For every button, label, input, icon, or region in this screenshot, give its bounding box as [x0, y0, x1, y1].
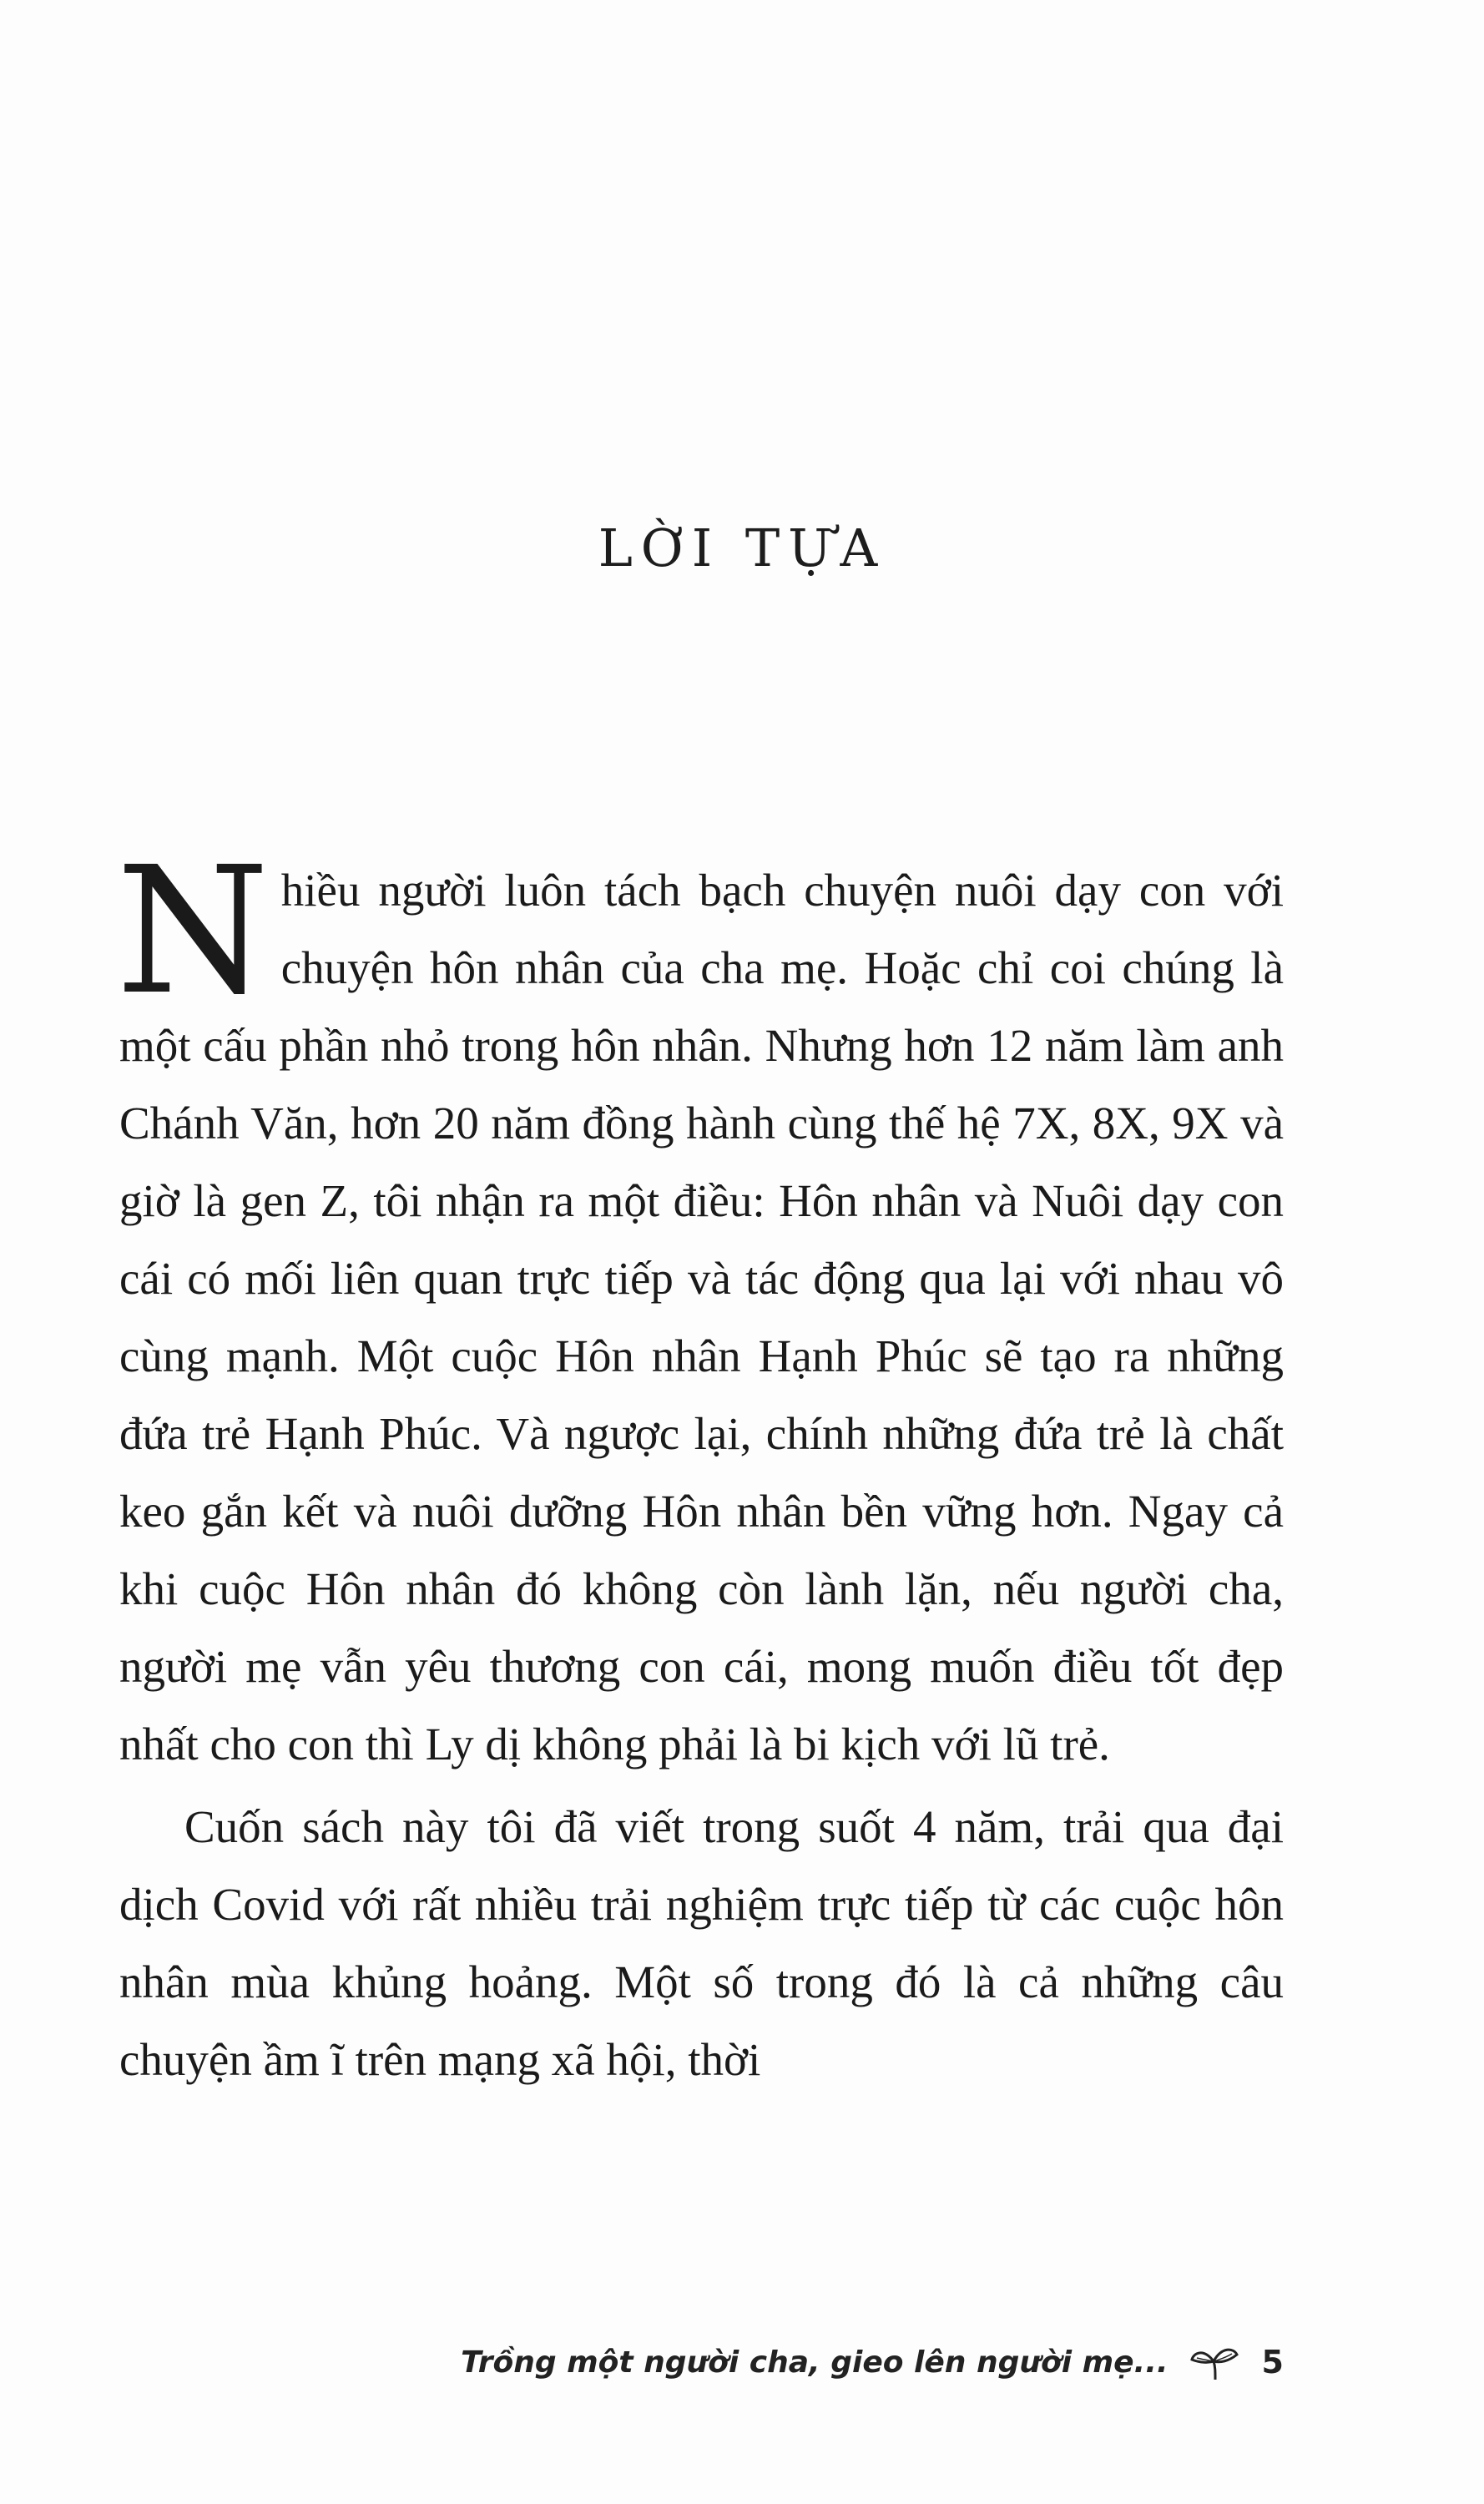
paragraph-1: [116, 829, 1284, 1783]
page-footer: [461, 2337, 1284, 2387]
body-text: [116, 829, 1284, 2098]
paragraph-2: Cuốn sách này tôi đã viết trong suốt 4 năm, trải qua đại dịch Covid với rất nhiều trải nghiệm trực tiếp từ các cuộc hôn nhân mùa khủng hoảng. Một số trong đó là cả những câu chuyện ầm ĩ trên mạng xã hội, thời: [119, 1801, 1284, 2085]
paragraph-1-text: hiều người luôn tách bạch chuyện nuôi dạy con với chuyện hôn nhân của cha mẹ. Hoặc chỉ coi chúng là một cấu phần nhỏ trong hôn nhân. Nhưng hơn 12 năm làm anh Chánh Văn, hơn 20 năm đồng hành cùng thế hệ 7X, 8X, 9X và giờ là gen Z, tôi nhận ra một điều: Hôn nhân và Nuôi dạy con cái có mối liên quan trực tiếp và tác động qua lại với nhau vô cùng mạnh. Một cuộc Hôn nhân Hạnh Phúc sẽ tạo ra những đứa trẻ Hạnh Phúc. Và ngược lại, chính những đứa trẻ là chất keo gắn kết và nuôi dưỡng Hôn nhân bền vững hơn. Ngay cả khi cuộc Hôn nhân đó không còn lành lặn, nếu người cha, người mẹ vẫn yêu thương con cái, mong muốn điều tốt đẹp nhất cho con thì Ly dị không phải là bi kịch với lũ trẻ.: [119, 865, 1284, 1769]
running-title: Trồng một người cha, gieo lên người mẹ...: [461, 2345, 1169, 2380]
page-number: 5: [1261, 2344, 1284, 2380]
drop-cap: N: [116, 829, 270, 1033]
chapter-title: LỜI TỰA: [598, 517, 886, 578]
leaf-sprout-icon: [1190, 2341, 1240, 2383]
